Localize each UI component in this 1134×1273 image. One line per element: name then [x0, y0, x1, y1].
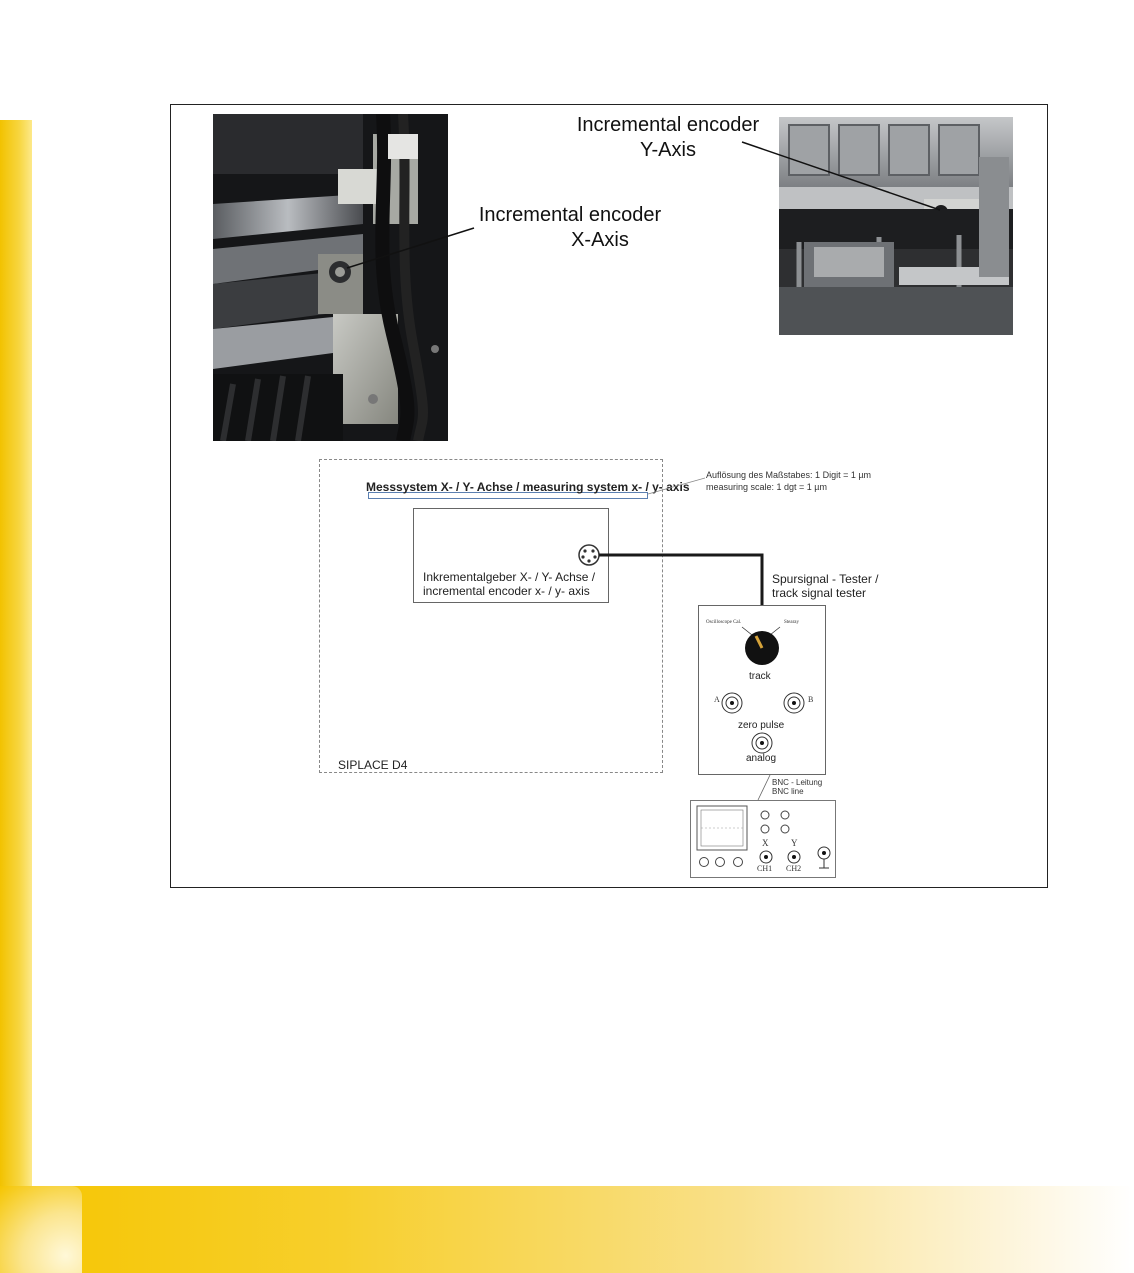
- machine-label: SIPLACE D4: [338, 758, 408, 772]
- port-b-label: B: [808, 695, 814, 704]
- knob-left-label: Oscilloscope Cal.: [706, 620, 742, 625]
- analog-label: analog: [746, 753, 777, 764]
- y-axis-label-line1: Incremental encoder: [576, 114, 760, 136]
- measuring-system-title: Messsystem X- / Y- Achse / measuring system x- / y- axis: [366, 480, 690, 494]
- bnc-cable-line: [758, 775, 770, 800]
- scope-ch1-bnc-icon: [760, 851, 772, 863]
- zero-pulse-label: zero pulse: [738, 720, 785, 731]
- scope-ch1-label: CH1: [757, 864, 773, 873]
- knob-track-label: track: [749, 671, 771, 682]
- cable-label-de: BNC - Leitung: [772, 778, 823, 787]
- cable-label-en: BNC line: [772, 787, 804, 796]
- port-b-bnc-icon: [784, 693, 804, 713]
- encoder-label-en: incremental encoder x- / y- axis: [423, 584, 590, 598]
- scope-ground-icon: [818, 847, 830, 868]
- track-knob-icon: [742, 627, 780, 665]
- port-a-label: A: [714, 695, 720, 704]
- x-axis-label-line2: X-Axis: [571, 229, 629, 251]
- encoder-cable: [599, 555, 762, 605]
- knob-right-label: Stearay: [784, 620, 799, 625]
- encoder-connector-icon: [579, 545, 599, 565]
- scope-ch2-bnc-icon: [788, 851, 800, 863]
- encoder-label-de: Inkrementalgeber X- / Y- Achse /: [423, 570, 596, 584]
- port-a-bnc-icon: [722, 693, 742, 713]
- tester-title-en: track signal tester: [772, 586, 867, 600]
- analog-bnc-icon: [752, 733, 772, 753]
- scope-ch2-label: CH2: [786, 864, 802, 873]
- x-axis-pointer-line: [347, 228, 474, 268]
- y-axis-label-line2: Y-Axis: [640, 139, 696, 161]
- resolution-callout-line: [648, 478, 705, 494]
- x-axis-label-line1: Incremental encoder: [478, 204, 662, 226]
- tester-title-de: Spursignal - Tester /: [772, 572, 879, 586]
- scope-x-label: X: [762, 838, 769, 848]
- resolution-en: measuring scale: 1 dgt = 1 µm: [706, 482, 827, 492]
- y-axis-pointer-line: [742, 142, 940, 210]
- scope-y-label: Y: [791, 838, 798, 848]
- resolution-de: Auflösung des Maßstabes: 1 Digit = 1 µm: [706, 470, 872, 480]
